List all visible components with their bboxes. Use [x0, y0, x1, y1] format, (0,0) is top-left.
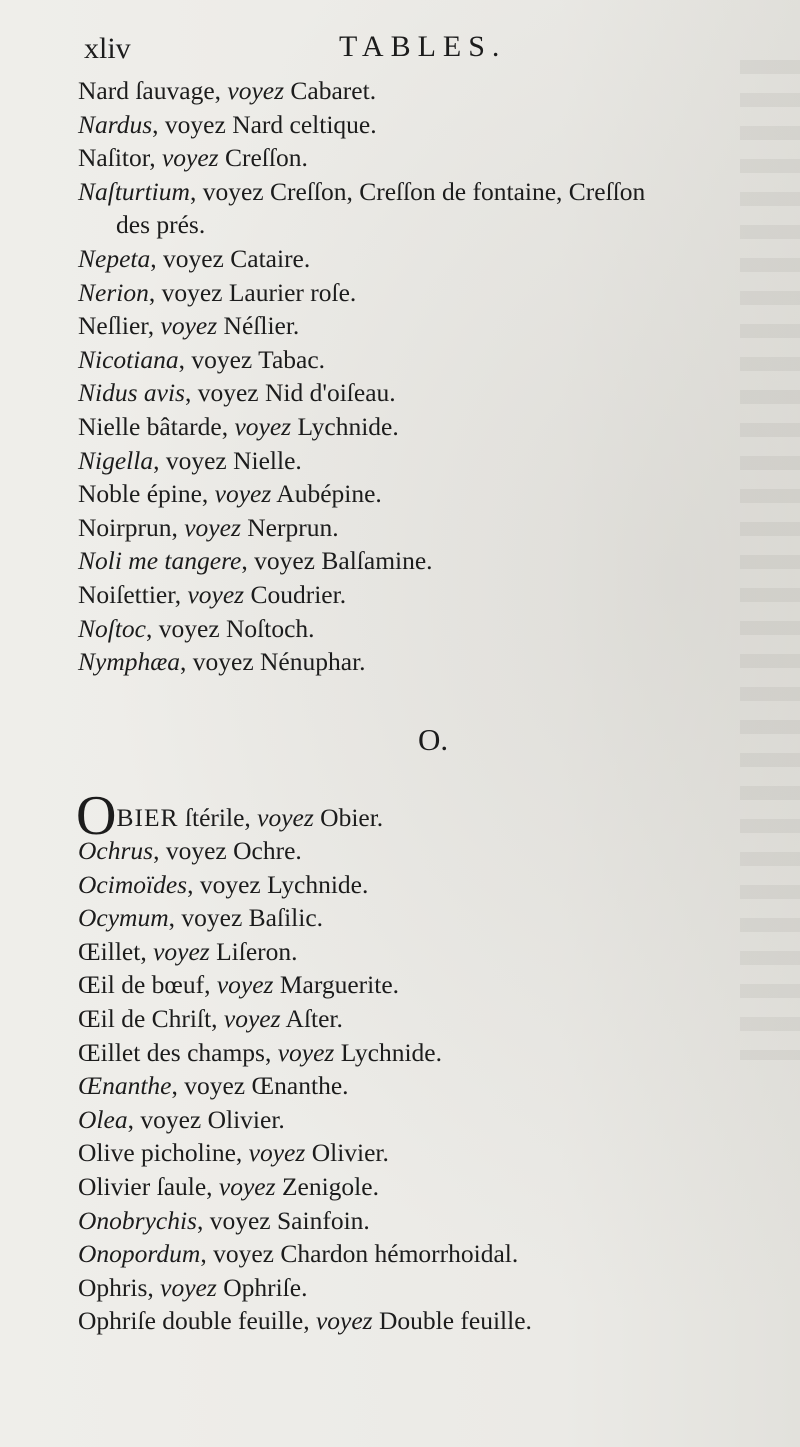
index-entry — [78, 242, 798, 276]
index-entry — [78, 175, 798, 242]
running-head: TABLES. — [339, 30, 507, 63]
entry-reference: Nid d'oiſeau. — [264, 378, 396, 408]
entry-voyez: voyez — [315, 1306, 373, 1336]
entry-voyez: voyez — [192, 647, 254, 677]
entry-term: Nielle bâtarde — [78, 411, 222, 441]
entry-separator: , — [214, 76, 228, 105]
entry-voyez: voyez — [181, 903, 243, 933]
page-header — [84, 28, 564, 72]
entry-separator: , — [206, 1171, 219, 1201]
entry-reference: Coudrier. — [250, 579, 347, 609]
index-entry — [78, 1036, 798, 1070]
index-entry — [78, 410, 798, 444]
index-entry — [78, 309, 798, 343]
entry-reference: Olivier. — [207, 1104, 285, 1134]
entry-reference: Nénuphar. — [260, 647, 366, 677]
entry-voyez: voyez — [254, 546, 315, 576]
index-entry — [78, 1237, 798, 1271]
entry-reference: Ophriſe. — [223, 1272, 308, 1302]
entry-voyez: voyez — [158, 613, 220, 643]
entry-reference: Nerprun. — [247, 512, 339, 542]
entry-reference: Œnanthe. — [251, 1071, 349, 1101]
index-entry — [78, 1136, 798, 1170]
entry-voyez: voyez — [277, 1037, 335, 1067]
section-heading-o: O. — [418, 722, 449, 757]
entry-separator: , — [152, 109, 165, 139]
entry-voyez: voyez — [248, 1138, 306, 1168]
entry-reference: Chardon hémorrhoidal. — [280, 1239, 519, 1269]
entry-separator: , — [153, 445, 166, 475]
entry-separator: , — [147, 1272, 161, 1302]
entry-term: Neſlier — [78, 311, 148, 341]
entry-separator: , — [221, 411, 235, 441]
entry-separator: , — [150, 243, 163, 273]
entry-separator: , — [244, 803, 258, 832]
entry-reference: Olivier. — [311, 1138, 389, 1168]
entry-term: Noli me tangere — [78, 546, 242, 576]
entry-voyez: voyez — [223, 1003, 281, 1033]
entry-term: Nicotiana — [78, 344, 179, 374]
entry-separator: , — [171, 512, 185, 542]
entry-separator: , — [196, 1205, 210, 1235]
entry-reference: Baſilic. — [248, 903, 324, 933]
index-entry — [78, 935, 798, 969]
entry-term: Nymphæa — [78, 647, 180, 677]
entry-separator: , — [201, 479, 215, 509]
index-entry — [78, 276, 798, 310]
entry-separator: , — [200, 1239, 214, 1269]
entry-reference: Aſter. — [285, 1003, 343, 1033]
entry-term-tail: ſtérile — [178, 803, 245, 832]
entry-voyez: voyez — [153, 936, 210, 966]
entry-separator: , — [147, 311, 161, 341]
index-entry — [78, 1271, 798, 1305]
entry-reference: Ochre. — [233, 836, 302, 865]
index-entry — [78, 1170, 798, 1204]
entry-separator: , — [127, 1104, 141, 1134]
entry-voyez: voyez — [165, 836, 227, 865]
entry-term: Noiſettier — [78, 579, 175, 609]
entry-term: Naſturtium — [78, 176, 190, 206]
entry-reference: Zenigole. — [281, 1171, 379, 1201]
entry-term: Œillet — [78, 936, 141, 966]
entry-term: Ochrus — [78, 836, 154, 865]
entry-separator: , — [264, 1037, 278, 1067]
entry-term: Nidus avis — [78, 378, 185, 408]
index-entry — [78, 1002, 798, 1036]
entry-term: Ophris — [78, 1272, 148, 1302]
entry-voyez: voyez — [213, 1239, 274, 1269]
entry-reference: Creſſon, Creſſon de fontaine, Creſſon — [269, 176, 646, 206]
entry-separator: , — [140, 936, 154, 966]
index-entry-first — [76, 785, 384, 847]
index-entry — [78, 511, 798, 545]
entry-voyez: voyez — [161, 277, 223, 307]
entry-separator: , — [178, 344, 192, 374]
page-number: xliv — [84, 32, 131, 65]
index-entry — [78, 968, 798, 1002]
entry-voyez: voyez — [214, 479, 272, 509]
entry-separator: , — [184, 378, 198, 408]
entry-term: Olive picholine — [78, 1138, 236, 1168]
entry-term: Olea — [78, 1104, 128, 1134]
entry-voyez: voyez — [197, 378, 259, 408]
entry-reference: Nard celtique. — [232, 109, 377, 139]
entry-voyez: voyez — [140, 1104, 202, 1134]
index-entry — [78, 74, 798, 108]
entry-separator: , — [187, 869, 200, 899]
entry-reference: Noſtoch. — [226, 613, 315, 643]
entry-reference: Néſlier. — [223, 311, 300, 341]
entry-separator: , — [180, 647, 193, 677]
entry-reference: Tabac. — [258, 344, 326, 374]
entry-separator: , — [148, 277, 162, 307]
entry-term: Œil de bœuf — [78, 970, 205, 1000]
entry-reference: Laurier roſe. — [228, 277, 357, 307]
index-entry — [78, 1069, 798, 1103]
entry-separator: , — [174, 579, 188, 609]
entry-separator: , — [146, 613, 159, 643]
entry-term: Œillet des champs — [78, 1037, 265, 1067]
index-entry — [78, 868, 798, 902]
entry-voyez: voyez — [187, 579, 245, 609]
index-entry — [78, 376, 798, 410]
entry-separator: , — [204, 970, 217, 1000]
entry-separator: , — [171, 1071, 185, 1101]
entry-reference: Cataire. — [230, 243, 311, 273]
entry-voyez: voyez — [227, 76, 285, 105]
entry-voyez: voyez — [165, 445, 227, 475]
entry-reference: Marguerite. — [279, 970, 400, 1000]
entry-term: Noſtoc — [78, 613, 146, 643]
entry-voyez: voyez — [160, 311, 218, 341]
entry-reference: Double feuille. — [378, 1306, 532, 1336]
entry-reference: Creſſon. — [224, 143, 308, 173]
entry-reference: Cabaret. — [290, 76, 377, 105]
entry-reference: Aubépine. — [276, 479, 382, 509]
entry-voyez: voyez — [218, 1171, 276, 1201]
index-entry — [78, 544, 798, 578]
index-list-o — [78, 834, 798, 1338]
index-entry — [78, 343, 798, 377]
index-entry — [78, 834, 798, 868]
entry-separator: , — [303, 1306, 316, 1336]
entry-reference: Obier. — [320, 803, 384, 832]
entry-term: Noirprun — [78, 512, 172, 542]
index-list-n — [78, 74, 798, 679]
entry-term: Noble épine — [78, 479, 202, 509]
entry-term: Onopordum — [78, 1239, 201, 1269]
entry-voyez: voyez — [162, 243, 224, 273]
entry-term: Œil de Chriſt — [78, 1003, 212, 1033]
entry-voyez: voyez — [209, 1205, 271, 1235]
entry-continuation: des prés. — [116, 210, 206, 240]
entry-term: Nard ſauvage — [78, 76, 215, 105]
index-entry — [78, 1304, 798, 1338]
entry-separator: , — [189, 176, 203, 206]
entry-term: Naſitor — [78, 143, 150, 173]
entry-voyez: voyez — [161, 143, 219, 173]
entry-voyez: voyez — [184, 1071, 246, 1101]
entry-voyez: voyez — [191, 344, 253, 374]
entry-separator: , — [168, 903, 182, 933]
entry-term: Nepeta — [78, 243, 151, 273]
index-entry — [78, 612, 798, 646]
index-entry — [78, 141, 798, 175]
entry-term: Olivier ſaule — [78, 1171, 207, 1201]
index-entry — [78, 901, 798, 935]
entry-term-rest: BIER — [116, 803, 179, 832]
entry-term: Ocimoïdes — [78, 869, 188, 899]
index-entry — [78, 1103, 798, 1137]
entry-voyez: voyez — [234, 411, 292, 441]
entry-voyez: voyez — [160, 1272, 217, 1302]
entry-reference: Lychnide. — [297, 411, 399, 441]
index-entry — [78, 477, 798, 511]
entry-reference: Liſeron. — [216, 936, 298, 966]
index-entry — [78, 578, 798, 612]
entry-reference: Balſamine. — [321, 546, 433, 576]
entry-separator: , — [153, 836, 166, 865]
entry-reference: Sainfoin. — [277, 1205, 370, 1235]
entry-term: Onobrychis — [78, 1205, 197, 1235]
entry-term: Ophriſe double feuille — [78, 1306, 304, 1336]
entry-separator: , — [235, 1138, 249, 1168]
entry-voyez: voyez — [202, 176, 264, 206]
entry-term: Nardus — [78, 109, 153, 139]
index-entry — [78, 645, 798, 679]
entry-voyez: voyez — [199, 869, 261, 899]
entry-separator: , — [211, 1003, 224, 1033]
index-entry — [78, 444, 798, 478]
entry-term: Ocymum — [78, 903, 169, 933]
entry-voyez: voyez — [216, 970, 274, 1000]
entry-voyez: voyez — [164, 109, 226, 139]
drop-cap: O — [76, 785, 117, 847]
entry-separator: , — [149, 143, 162, 173]
entry-reference: Lychnide. — [267, 869, 369, 899]
index-entry — [78, 108, 798, 142]
entry-reference: Lychnide. — [340, 1037, 442, 1067]
entry-voyez: voyez — [184, 512, 241, 542]
entry-separator: , — [241, 546, 255, 576]
index-entry — [78, 1204, 798, 1238]
entry-term: Nigella — [78, 445, 154, 475]
entry-term: Nerion — [78, 277, 149, 307]
entry-reference: Nielle. — [233, 445, 302, 475]
entry-voyez: voyez — [257, 803, 314, 832]
entry-term: Œnanthe — [78, 1071, 172, 1101]
